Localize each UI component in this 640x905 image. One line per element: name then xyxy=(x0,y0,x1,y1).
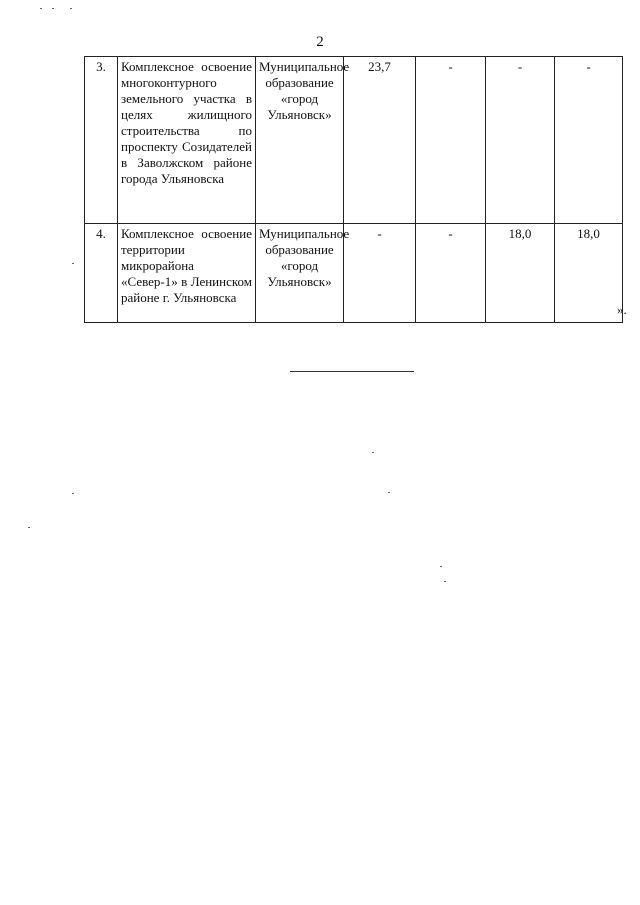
end-divider-line xyxy=(290,371,414,372)
table-row xyxy=(85,224,623,323)
value-cell-3: 18,0 xyxy=(486,224,555,323)
value-cell-1: 23,7 xyxy=(344,57,416,224)
value-cell-4: 18,0 xyxy=(555,224,623,323)
scan-speck xyxy=(444,581,446,582)
value-cell-2: - xyxy=(416,57,486,224)
value-cell-4: - xyxy=(555,57,623,224)
scan-speck xyxy=(388,492,390,493)
organization-name: Муниципальное образование «город Ульяновск» xyxy=(256,224,344,323)
value-cell-1: - xyxy=(344,224,416,323)
scan-speck xyxy=(52,8,54,9)
value-cell-2: - xyxy=(416,224,486,323)
row-number: 4. xyxy=(85,224,118,323)
row-number: 3. xyxy=(85,57,118,224)
project-name: Комплексное освоение многоконтурного земельного участка в целях жилищного строительства по проспекту Созидателей в Заволжском районе города Ульяновска xyxy=(118,57,256,224)
scan-speck xyxy=(72,263,74,264)
scan-speck xyxy=(372,452,374,453)
organization-name: Муниципальное образование «город Ульяновск» xyxy=(256,57,344,224)
scan-speck xyxy=(40,8,42,9)
scan-speck xyxy=(72,493,74,494)
projects-table xyxy=(84,56,623,323)
scan-speck xyxy=(440,566,442,567)
scan-speck xyxy=(70,8,72,9)
page-number: 2 xyxy=(316,34,324,50)
scan-speck xyxy=(28,527,30,528)
closing-quote-mark: ». xyxy=(617,302,627,317)
value-cell-3: - xyxy=(486,57,555,224)
project-name: Комплексное освоение территории микрорайона «Север-1» в Ленинском районе г. Ульяновска xyxy=(118,224,256,323)
table-row xyxy=(85,57,623,224)
